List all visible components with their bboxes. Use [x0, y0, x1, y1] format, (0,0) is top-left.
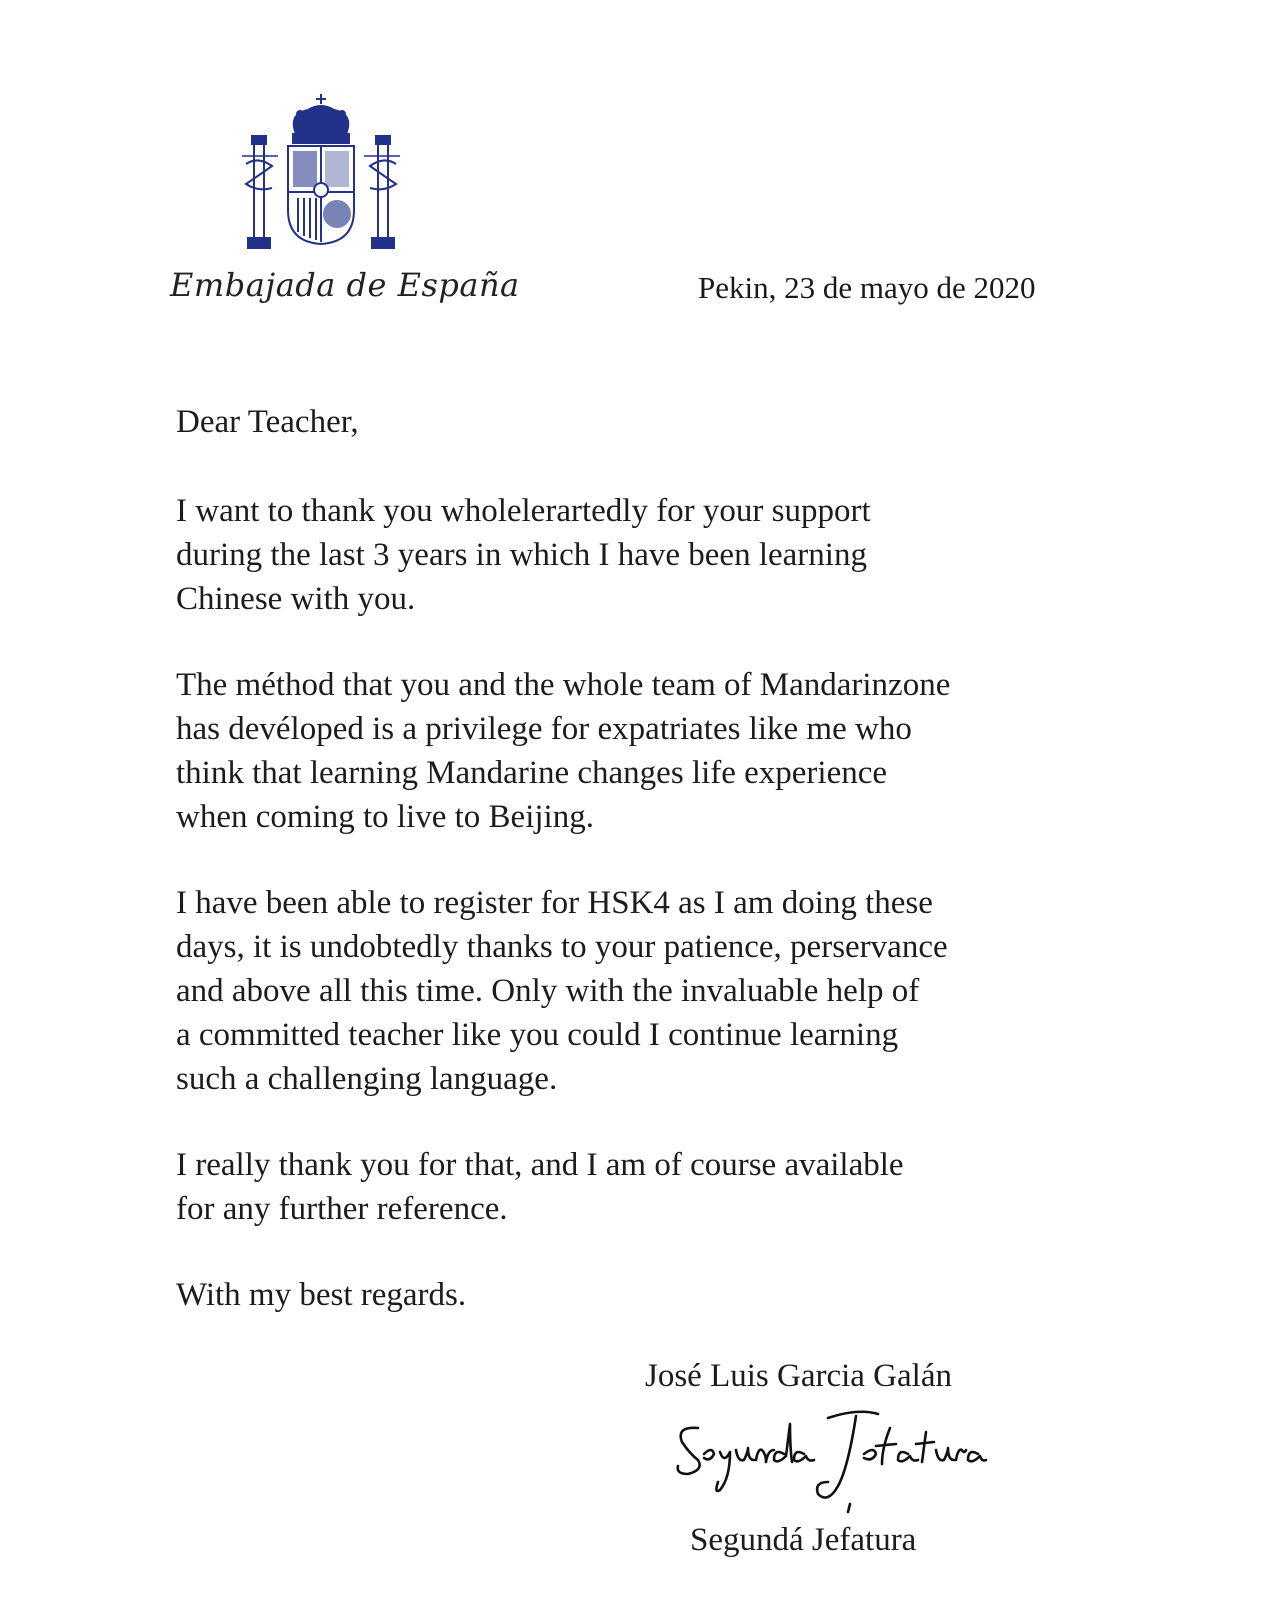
paragraph-line: when coming to live to Beijing. — [176, 799, 594, 835]
paragraph-line: has devéloped is a privilege for expatriates like me who — [176, 711, 912, 747]
paragraph-1 — [176, 489, 1116, 621]
paragraph-line: for any further reference. — [176, 1191, 508, 1227]
paragraph-line: I have been able to register for HSK4 as I am doing these — [176, 885, 933, 921]
handwritten-signature — [668, 1408, 988, 1518]
embassy-name: Embajada de España — [170, 266, 520, 304]
paragraph-line: such a challenging language. — [176, 1061, 558, 1097]
spain-coat-of-arms-icon — [238, 92, 404, 252]
paragraph-line: days, it is undobtedly thanks to your patience, perservance — [176, 929, 948, 965]
paragraph-2 — [176, 663, 1116, 839]
closing: With my best regards. — [176, 1277, 467, 1313]
paragraph-line: during the last 3 years in which I have been learning — [176, 537, 867, 573]
paragraph-line: I want to thank you wholelerartedly for your support — [176, 493, 871, 529]
paragraph-line: think that learning Mandarine changes life experience — [176, 755, 888, 791]
paragraph-4 — [176, 1143, 1116, 1231]
paragraph-line: I really thank you for that, and I am of course available — [176, 1147, 904, 1183]
salutation: Dear Teacher, — [176, 404, 359, 440]
sender-title: Segundá Jefatura — [690, 1522, 917, 1558]
paragraph-line: and above all this time. Only with the invaluable help of — [176, 973, 920, 1009]
paragraph-line: a committed teacher like you could I continue learning — [176, 1017, 899, 1053]
paragraph-line: The méthod that you and the whole team of Mandarinzone — [176, 667, 951, 703]
sender-name: José Luis Garcia Galán — [645, 1358, 952, 1394]
letter-body — [176, 400, 1116, 1317]
place-date: Pekin, 23 de mayo de 2020 — [698, 270, 1036, 305]
paragraph-3 — [176, 881, 1116, 1101]
paragraph-line: Chinese with you. — [176, 581, 416, 617]
